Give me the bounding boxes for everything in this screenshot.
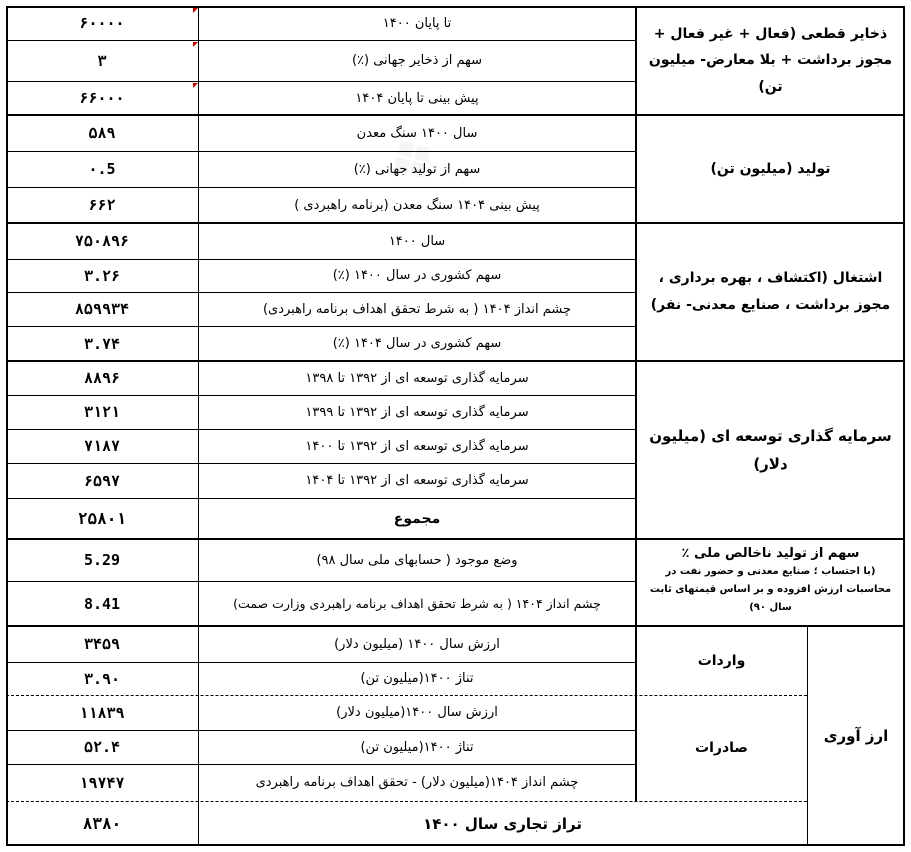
border-line [6, 6, 905, 8]
comment-marker [193, 42, 198, 47]
row-line [6, 730, 636, 731]
row-line [6, 292, 636, 293]
value-cell: ۸۸۹۶ [83, 369, 121, 387]
desc-cell: سهم از تولید جهانی (٪) [353, 161, 481, 177]
value-cell: ۷۵۰۸۹۶ [74, 232, 130, 250]
desc-cell: سهم از ذخایر جهانی (٪) [351, 53, 483, 68]
desc-cell: سرمایه گذاری توسعه ای از ۱۳۹۲ تا ۱۳۹۸ [305, 370, 529, 386]
section-line [6, 114, 905, 116]
value-cell: ۶۵۹۷ [83, 471, 121, 490]
total-value: ۲۵۸۰۱ [77, 509, 127, 528]
value-cell: ۱۱۸۳۹ [79, 703, 125, 722]
desc-cell: ارزش سال ۱۴۰۰(میلیون دلار) [336, 705, 498, 720]
row-line [6, 395, 636, 396]
desc-cell: سال ۱۴۰۰ [388, 233, 446, 249]
desc-cell: پیش بینی تا پایان ۱۴۰۴ [355, 90, 479, 106]
row-line [6, 581, 636, 582]
exports-label: صادرات [695, 740, 748, 756]
desc-cell: سرمایه گذاری توسعه ای از ۱۳۹۲ تا ۱۳۹۹ [305, 404, 529, 420]
value-cell: ۳۴۵۹ [83, 635, 121, 653]
comment-marker [193, 8, 198, 13]
category-reserves: ذخایر قطعی (فعال + غیر فعال + مجوز برداشت + بلا معارض- میلیون تن) [648, 25, 893, 95]
desc-cell: چشم انداز ۱۴۰۴ ( به شرط تحقق اهداف برنامه راهبردی وزارت صمت) [233, 596, 601, 611]
value-cell: ۳ [97, 51, 107, 70]
section-line [6, 222, 905, 224]
dashed-line [6, 801, 807, 802]
category-employment: اشتغال (اکتشاف ، بهره برداری ، مجوز برداشت ، صنایع معدنی- نفر) [650, 270, 891, 313]
value-cell: ۱۹۷۴۷ [79, 773, 125, 792]
desc-cell: تناژ ۱۴۰۰(میلیون تن) [360, 739, 474, 755]
row-line [6, 81, 636, 82]
value-cell: ۳۱۲۱ [83, 403, 121, 421]
row-line [6, 429, 636, 430]
gdp-share-title: سهم از تولید ناخالص ملی ٪ [681, 546, 860, 561]
row-line [6, 326, 636, 327]
category-investment: سرمایه گذاری توسعه ای (میلیون دلار) [649, 426, 892, 473]
imports-label: واردات [697, 652, 746, 669]
desc-cell: پیش بینی ۱۴۰۴ سنگ معدن (برنامه راهبردی ) [294, 197, 540, 213]
desc-cell: تناژ ۱۴۰۰(میلیون تن) [360, 671, 474, 686]
data-table [6, 6, 905, 846]
column-line [807, 626, 808, 846]
desc-cell: وضع موجود ( حسابهای ملی سال ۹۸) [316, 552, 518, 568]
value-cell: 5.29 [83, 551, 121, 569]
category-currency: ارز آوری [823, 726, 889, 745]
row-line [6, 151, 636, 152]
border-line [6, 6, 8, 846]
desc-cell: تا پایان ۱۴۰۰ [382, 15, 452, 31]
value-cell: ۸۵۹۹۳۴ [74, 300, 130, 318]
value-cell: 8.41 [83, 594, 121, 613]
gdp-share-note: (با احتساب ؛ صنایع معدنی و حضور نفت در محاسبات ارزش افزوده و بر اساس قیمتهای ثابت سال ۹۰) [649, 566, 892, 613]
row-line [6, 187, 636, 188]
desc-cell: چشم انداز ۱۴۰۴ ( به شرط تحقق اهداف برنامه راهبردی) [262, 301, 572, 317]
desc-cell: سرمایه گذاری توسعه ای از ۱۳۹۲ تا ۱۴۰۰ [305, 438, 529, 454]
dashed-line [6, 695, 807, 696]
desc-cell: چشم انداز ۱۴۰۴(میلیون دلار) - تحقق اهداف برنامه راهبردی [255, 775, 579, 790]
desc-cell: ارزش سال ۱۴۰۰ (میلیون دلار) [334, 636, 500, 652]
trade-balance-value: ۸۳۸۰ [82, 814, 122, 833]
value-cell: ۰.5 [88, 160, 116, 178]
row-line [6, 498, 636, 499]
value-cell: ۷۱۸۷ [83, 437, 121, 455]
row-line [6, 463, 636, 464]
column-line [635, 6, 637, 801]
desc-cell: سال ۱۴۰۰ سنگ معدن [356, 125, 478, 141]
section-line [6, 625, 905, 627]
trade-balance-label: تراز تجاری سال ۱۴۰۰ [423, 814, 582, 833]
value-cell: ۵۸۹ [88, 124, 116, 142]
value-cell: ۶۰۰۰۰ [79, 14, 125, 32]
value-cell: ۳.۷۴ [83, 334, 121, 353]
section-line [6, 538, 905, 540]
row-line [6, 40, 636, 41]
desc-cell: سهم کشوری در سال ۱۴۰۴ (٪) [332, 336, 502, 351]
column-line [198, 6, 199, 846]
value-cell: ۳.۲۶ [83, 266, 121, 285]
value-cell: ۶۶۲ [88, 196, 116, 214]
category-gdp-share [636, 539, 905, 626]
desc-cell: سرمایه گذاری توسعه ای از ۱۳۹۲ تا ۱۴۰۴ [305, 473, 529, 488]
row-line [6, 764, 636, 765]
border-line [903, 6, 905, 846]
category-production: تولید (میلیون تن) [710, 160, 831, 177]
comment-marker [193, 83, 198, 88]
value-cell: ۵۲.۴ [83, 738, 121, 756]
section-line [6, 360, 905, 362]
row-line [6, 662, 636, 663]
border-line [6, 844, 905, 846]
value-cell: ۶۶۰۰۰ [79, 89, 125, 107]
desc-cell: سهم کشوری در سال ۱۴۰۰ (٪) [332, 268, 502, 283]
row-line [6, 259, 636, 260]
value-cell: ۳.۹۰ [83, 669, 121, 688]
total-label: مجموع [393, 510, 441, 527]
